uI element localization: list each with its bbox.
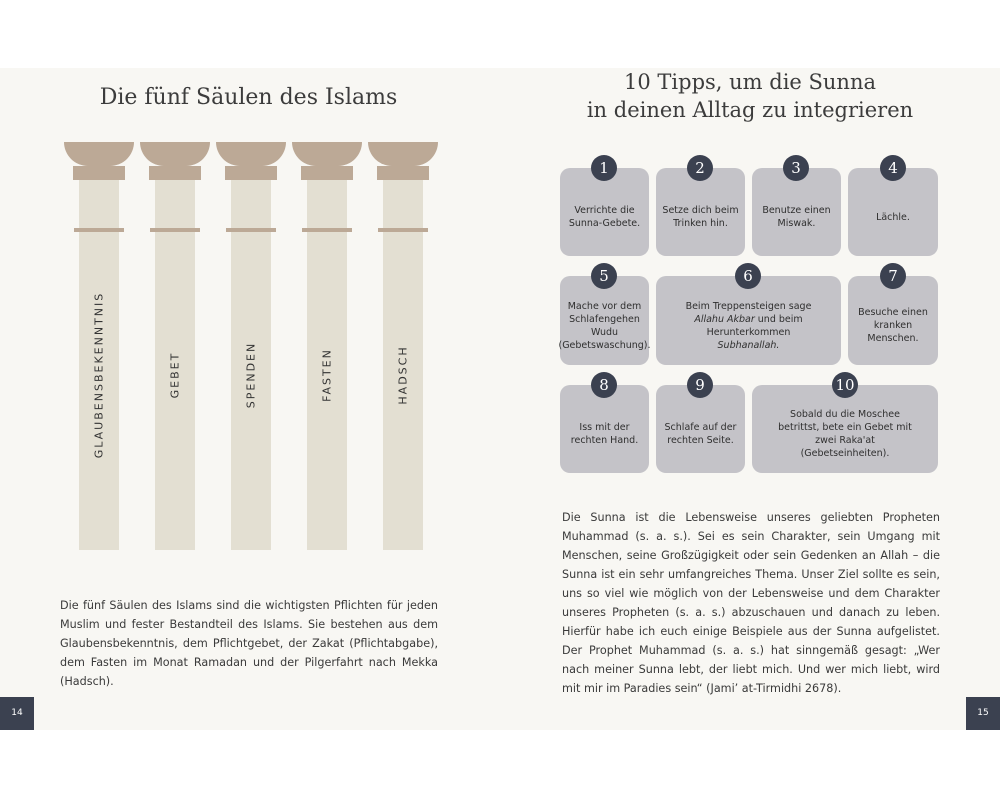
tip-number-badge: 8 — [591, 372, 617, 398]
tip-text-italic: Allahu Akbar — [694, 313, 755, 325]
tip-number-badge: 1 — [591, 155, 617, 181]
tip-number-badge: 7 — [880, 263, 906, 289]
right-page-body: Die Sunna ist die Lebensweise unseres geliebten Propheten Muhammad (s. a. s.). Sei es sein Charakter, sein Umgang mit Menschen, seine Großzügigkeit oder sein Gedenken an Allah – die Sunna ist ein sehr umfangreiches Thema. Unser Ziel sollte es sein, uns so viel wie möglich von der Lebensweise und dem Charakter unseres Propheten (s. a. s.) abzuschauen und danach zu leben. Hierfür habe ich euch einige Beispiele aus der Sunna aufgelistet. Der Prophet Muhammad (s. a. s.) hat sinngemäß gesagt: „Wer nach meiner Sunna lebt, der liebt mich. Und wer mich liebt, wird mit mir im Paradies sein“ (Jami’ at-Tirmidhi 2678). — [562, 511, 940, 695]
pillar-label: GLAUBENSBEKENNTNIS — [92, 291, 106, 459]
tip-text: Verrichte die Sunna-Gebete. — [568, 205, 641, 229]
tip-card-2 — [656, 159, 745, 256]
pillar-ring — [302, 228, 352, 232]
pillar-spenden — [216, 142, 286, 550]
left-page-body: Die fünf Säulen des Islams sind die wichtigsten Pflichten für jeden Muslim und fester Bestandteil des Islams. Sie bestehen aus dem Glaubensbekenntnis, dem Pflichtgebet, der Zakat (Pflichtabgabe), dem Fasten im Monat Ramadan und der Pilgerfahrt nach Mekka (Hadsch). — [60, 599, 438, 688]
tip-number-badge: 2 — [687, 155, 713, 181]
tip-card-5 — [558, 267, 651, 365]
tip-number-badge: 10 — [832, 372, 858, 398]
pillar-abacus — [301, 166, 353, 180]
tip-text: Mache vor dem Schlafengehen Wudu (Gebetswaschung). — [558, 300, 651, 351]
pillar-abacus — [225, 166, 277, 180]
pillar-label: GEBET — [168, 351, 182, 399]
tip-text-italic: Subhanallah. — [717, 339, 780, 351]
pillar-label: FASTEN — [320, 348, 334, 402]
tip-card-8 — [560, 376, 649, 473]
pillar-ring — [378, 228, 428, 232]
tip-text: Besuche einen kranken Menschen. — [858, 307, 928, 344]
tip-number-badge: 6 — [735, 263, 761, 289]
tip-text — [660, 290, 837, 361]
pillar-gebet — [140, 142, 210, 550]
tip-text: Benutze einen Miswak. — [762, 205, 831, 229]
tip-number-badge: 4 — [880, 155, 906, 181]
pillar-fasten — [292, 142, 362, 550]
pillar-capital — [64, 142, 134, 166]
pillar-ring — [74, 228, 124, 232]
tip-card-4 — [848, 159, 938, 256]
tip-text-part: und beim Herunterkommen — [706, 313, 803, 338]
pillar-ring — [226, 228, 276, 232]
page-number-left: 14 — [0, 697, 34, 730]
pillar-abacus — [73, 166, 125, 180]
tip-card-1 — [560, 159, 649, 256]
right-page-title — [560, 68, 940, 124]
tip-card-9 — [656, 376, 745, 473]
pillar-label: SPENDEN — [244, 341, 258, 409]
pillar-label: HADSCH — [396, 345, 410, 405]
pillar-glaubensbekenntnis — [64, 142, 134, 550]
pillar-capital — [216, 142, 286, 166]
tip-number-badge: 5 — [591, 263, 617, 289]
right-title-line2: in deinen Alltag zu integrieren — [586, 98, 914, 122]
pillar-abacus — [149, 166, 201, 180]
tip-text: Iss mit der rechten Hand. — [570, 422, 639, 446]
pillar-capital — [292, 142, 362, 166]
tip-card-6 — [656, 267, 841, 365]
pillar-hadsch — [368, 142, 438, 550]
tip-number-badge: 3 — [783, 155, 809, 181]
page-number-right: 15 — [966, 697, 1000, 730]
tip-text: Schlafe auf der rechten Seite. — [664, 422, 737, 446]
pillar-ring — [150, 228, 200, 232]
right-title-line1: 10 Tipps, um die Sunna — [624, 70, 876, 94]
pillar-abacus — [377, 166, 429, 180]
tip-card-3 — [752, 159, 841, 256]
left-page-title: Die fünf Säulen des Islams — [99, 85, 398, 110]
tip-text: Lächle. — [876, 211, 910, 223]
tip-card-10 — [752, 376, 938, 473]
pillar-capital — [368, 142, 438, 166]
pillar-capital — [140, 142, 210, 166]
tip-card-7 — [848, 267, 938, 365]
tip-text: Setze dich beim Trinken hin. — [662, 205, 739, 229]
tip-text-part: Beim Treppensteigen sage — [685, 300, 812, 312]
tip-text: Sobald du die Moschee betrittst, bete ein Gebet mit zwei Raka'at (Gebetseinheiten). — [778, 409, 912, 459]
tip-number-badge: 9 — [687, 372, 713, 398]
